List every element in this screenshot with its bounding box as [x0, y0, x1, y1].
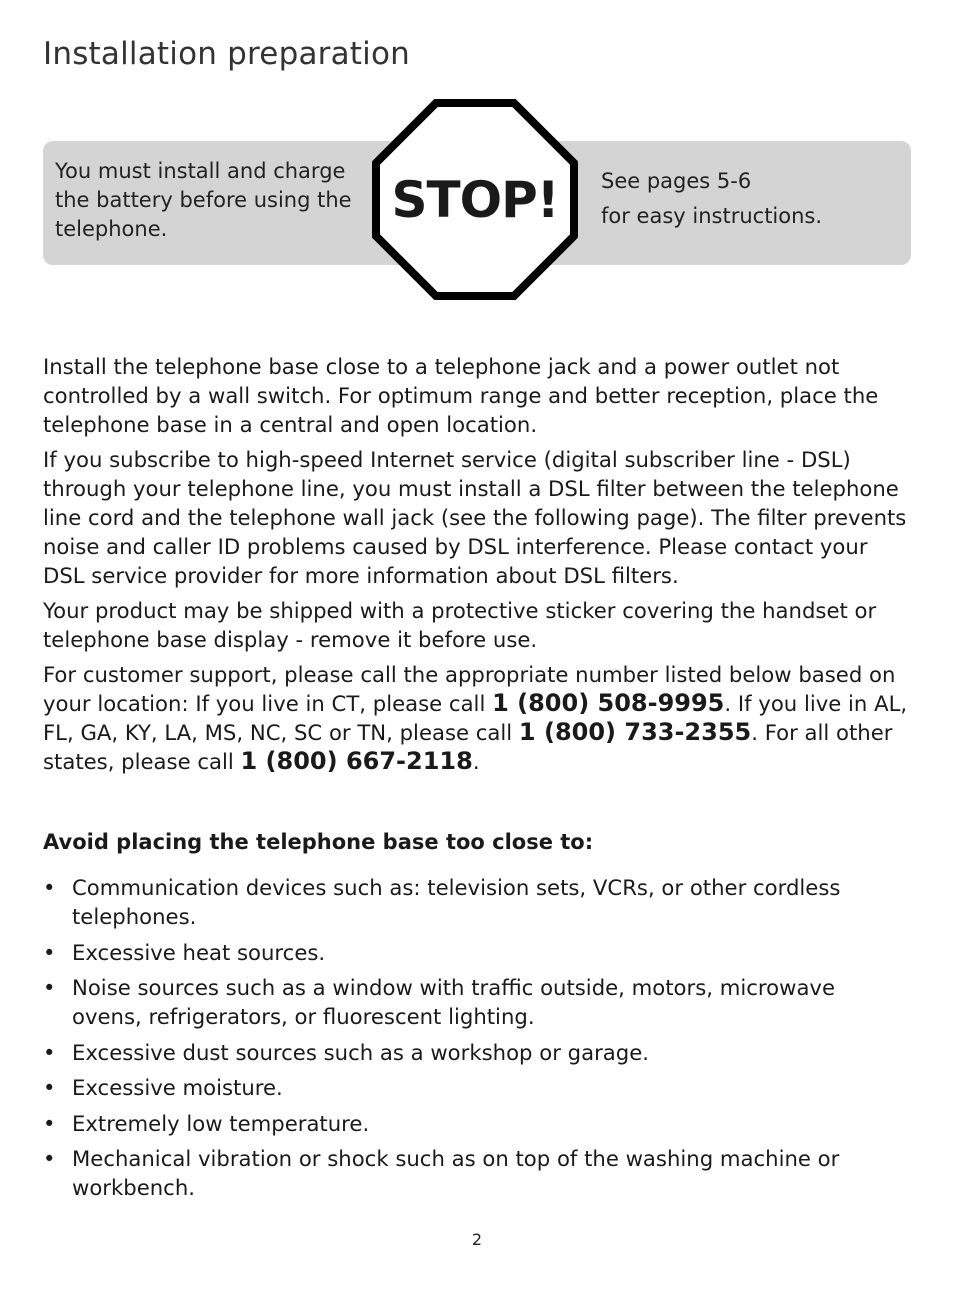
paragraph-sticker: Your product may be shipped with a protective sticker covering the handset or telephone base display - remove it before use. — [43, 598, 877, 652]
bullet-icon: • — [43, 1146, 56, 1171]
list-item-text: Communication devices such as: television sets, VCRs, or other cordless telephones. — [72, 875, 841, 929]
support-text-3: . For all other states, please call — [43, 720, 893, 774]
page-number: 2 — [471, 1230, 483, 1249]
phone-number-ct: 1 (800) 508-9995 — [492, 689, 725, 717]
list-item-text: Noise sources such as a window with traffic outside, motors, microwave ovens, refrigerators, or fluorescent lighting. — [72, 975, 836, 1029]
phone-number-other: 1 (800) 667-2118 — [240, 747, 473, 775]
bullet-icon: • — [43, 1110, 56, 1136]
stop-sign-label: STOP! — [391, 170, 559, 229]
list-item — [43, 873, 911, 931]
support-text-2: . If you live in AL, FL, GA, KY, LA, MS, NC, SC or TN, please call — [43, 691, 908, 745]
notice-instructions-line: for easy instructions. — [601, 204, 823, 228]
list-item-text: Excessive moisture. — [72, 1075, 283, 1100]
bullet-icon: • — [43, 1039, 56, 1065]
paragraph-dsl: If you subscribe to high-speed Internet service (digital subscriber line - DSL) through your telephone line, you must install a DSL filter between the telephone line cord and the telephone wall jack (see the following page). The filter prevents noise and caller ID problems caused by DSL interference. Please contact your DSL service provider for more information about DSL filters. — [43, 447, 907, 588]
list-item-text: Excessive dust sources such as a workshop or garage. — [72, 1039, 649, 1065]
list-item-text: Extremely low temperature. — [72, 1110, 370, 1136]
paragraph-customer-support — [43, 660, 911, 776]
list-item-text: Mechanical vibration or shock such as on top of the washing machine or workbench. — [72, 1146, 840, 1200]
notice-see-pages-line: See pages 5-6 — [601, 169, 752, 193]
body-text — [43, 352, 911, 782]
bullet-icon: • — [43, 1075, 56, 1100]
notice-see-pages-text — [601, 164, 901, 234]
page-title: Installation preparation — [43, 36, 410, 72]
notice-battery-text: You must install and charge the battery before using the telephone. — [55, 159, 352, 241]
avoid-heading: Avoid placing the telephone base too close to: — [43, 830, 594, 854]
bullet-icon: • — [43, 875, 56, 900]
list-item-text: Excessive heat sources. — [72, 939, 326, 965]
list-item — [43, 1109, 911, 1138]
list-item — [43, 973, 911, 1031]
support-text-1: For customer support, please call the appropriate number listed below based on your location: If you live in CT, please call — [43, 662, 896, 716]
list-item — [43, 1144, 911, 1202]
avoid-list — [43, 873, 911, 1209]
support-text-4: . — [472, 749, 480, 774]
bullet-icon: • — [43, 939, 56, 965]
list-item — [43, 1073, 911, 1102]
phone-number-south: 1 (800) 733-2355 — [518, 718, 752, 746]
list-item — [43, 938, 911, 967]
list-item — [43, 1038, 911, 1067]
bullet-icon: • — [43, 975, 56, 1000]
paragraph-placement: Install the telephone base close to a telephone jack and a power outlet not controlled by a wall switch. For optimum range and better reception, place the telephone base in a central and open location. — [43, 354, 879, 437]
